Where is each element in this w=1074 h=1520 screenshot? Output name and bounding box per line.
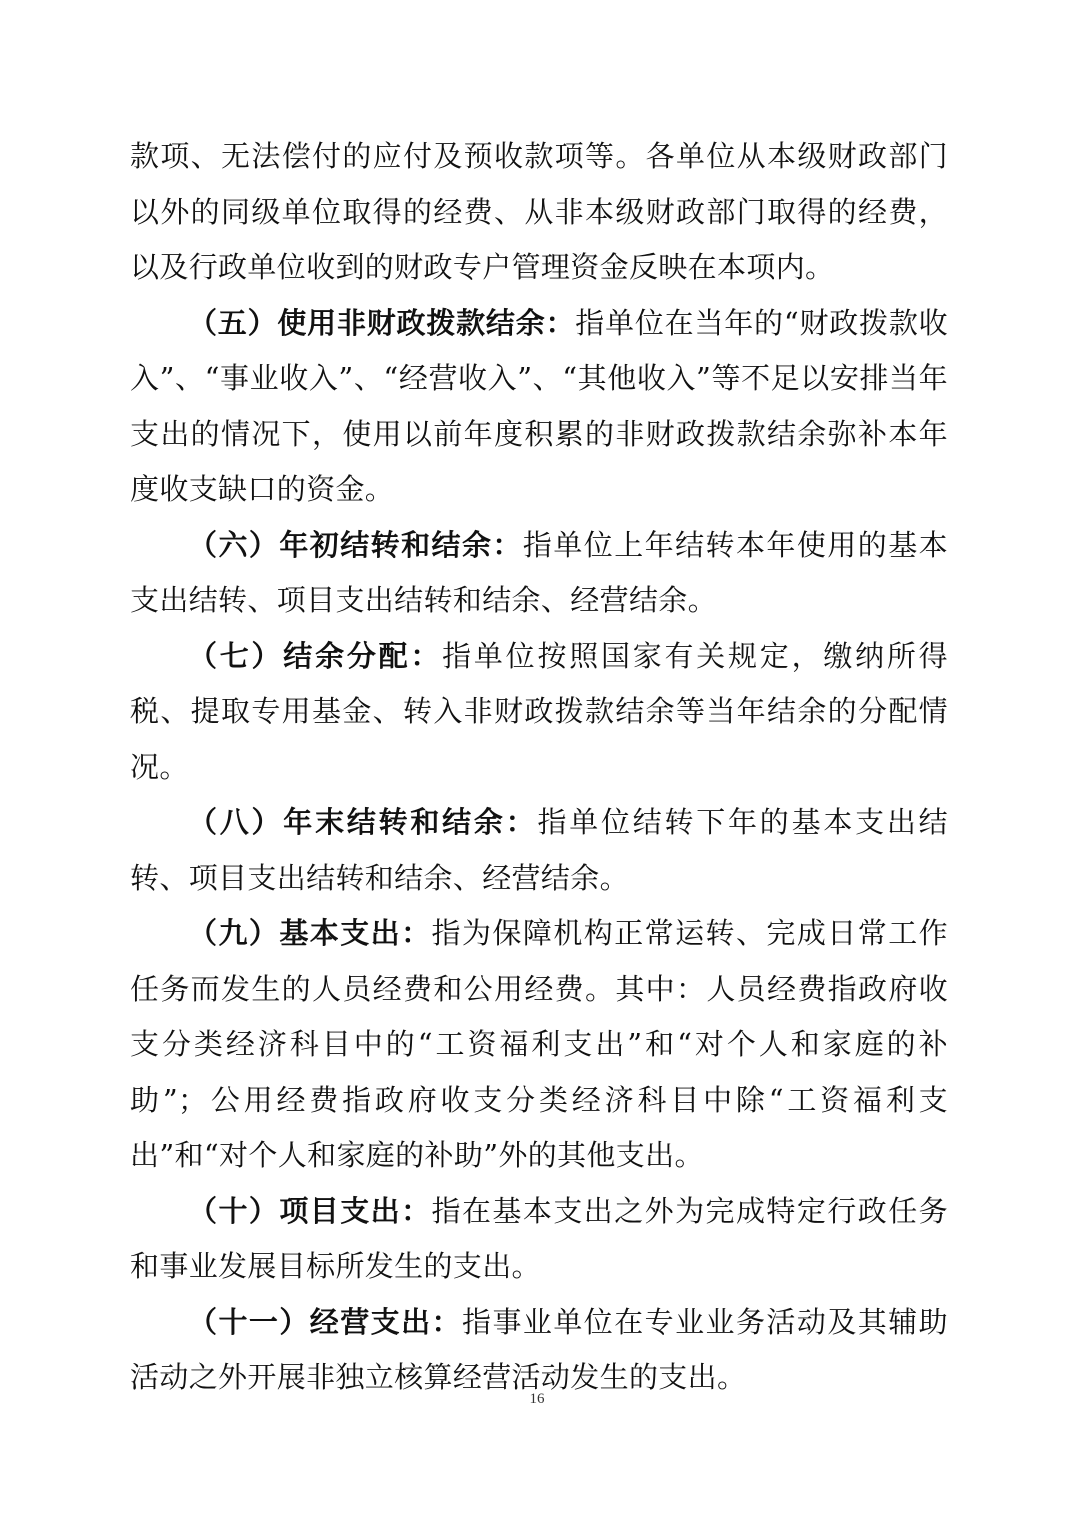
paragraph-text: 指单位在当年的“财政拨款收入”、“事业收入”、“经营收入”、“其他收入”等不足以安排当年支出的情况下，使用以前年度积累的非财政拨款结余弥补本年度收支缺口的资金。 <box>130 305 948 506</box>
page-number: 16 <box>529 1391 545 1407</box>
paragraph-heading: （九）基本支出： <box>188 916 432 950</box>
paragraph-heading: （七）结余分配： <box>188 638 443 673</box>
paragraph-continuation <box>130 129 948 296</box>
paragraph-text: 指在基本支出之外为完成特定行政任务和事业发展目标所发生的支出。 <box>130 1193 948 1283</box>
paragraph-text: 指事业单位在专业业务活动及其辅助活动之外开展非独立核算经营活动发生的支出。 <box>130 1304 948 1394</box>
paragraph-item-8 <box>130 795 948 906</box>
paragraph-item-6 <box>130 518 948 629</box>
paragraph-heading: （五）使用非财政拨款结余： <box>188 305 576 340</box>
paragraph-heading: （八）年末结转和结余： <box>188 805 538 839</box>
paragraph-item-9 <box>130 906 948 1184</box>
paragraph-text: 指单位按照国家有关规定，缴纳所得税、提取专用基金、转入非财政拨款结余等当年结余的分配情况。 <box>130 638 948 784</box>
paragraph-heading: （六）年初结转和结余： <box>188 527 523 562</box>
paragraph-text: 款项、无法偿付的应付及预收款项等。各单位从本级财政部门以外的同级单位取得的经费、从非本级财政部门取得的经费，以及行政单位收到的财政专户管理资金反映在本项内。 <box>130 139 948 284</box>
document-body <box>130 129 948 1406</box>
paragraph-heading: （十一）经营支出： <box>188 1304 462 1339</box>
paragraph-item-7 <box>130 629 948 796</box>
paragraph-heading: （十）项目支出： <box>188 1193 432 1228</box>
paragraph-text: 指单位结转下年的基本支出结转、项目支出结转和结余、经营结余。 <box>130 805 948 895</box>
paragraph-text: 指为保障机构正常运转、完成日常工作任务而发生的人员经费和公用经费。其中：人员经费指政府收支分类经济科目中的“工资福利支出”和“对个人和家庭的补助”；公用经费指政府收支分类经济科目中除“工资福利支出”和“对个人和家庭的补助”外的其他支出。 <box>130 916 948 1172</box>
paragraph-text: 指单位上年结转本年使用的基本支出结转、项目支出结转和结余、经营结余。 <box>130 527 948 617</box>
paragraph-item-10 <box>130 1184 948 1295</box>
paragraph-item-5 <box>130 296 948 518</box>
